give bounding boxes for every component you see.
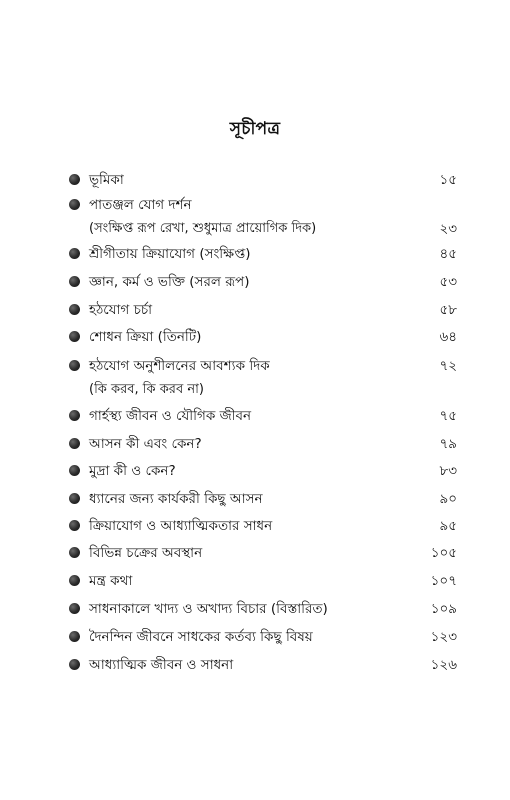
toc-entry-title: দৈনন্দিন জীবনে সাধকের কর্তব্য কিছু বিষয় <box>89 629 313 645</box>
toc-entry-continuation <box>0 219 510 241</box>
bullet-icon <box>69 199 80 210</box>
bullet-icon <box>69 248 80 259</box>
toc-entry-page: ৭৯ <box>439 436 457 452</box>
toc-entry-page: ৯৫ <box>439 518 457 534</box>
bullet-icon <box>69 520 80 531</box>
toc-entry <box>0 406 510 428</box>
bullet-icon <box>69 659 80 670</box>
toc-entry-page: ৫৩ <box>439 274 457 290</box>
toc-entry-title: শ্রীগীতায় ক্রিয়াযোগ (সংক্ষিপ্ত) <box>89 246 251 262</box>
toc-entry-page: ৭২ <box>439 358 457 374</box>
toc-entry-page: ৮৩ <box>439 463 457 479</box>
bullet-icon <box>69 304 80 315</box>
toc-entry-title: মন্ত্র কথা <box>89 573 133 589</box>
toc-entry-page: ১০৫ <box>430 545 457 561</box>
toc-entry-subtitle: (কি করব, কি করব না) <box>89 382 204 397</box>
toc-entry <box>0 170 510 192</box>
toc-entry <box>0 599 510 621</box>
toc-entry <box>0 244 510 266</box>
bullet-icon <box>69 331 80 342</box>
toc-entry-title: ধ্যানের জন্য কার্যকরী কিছু আসন <box>89 491 263 507</box>
toc-entry-page: ৫৮ <box>439 302 457 318</box>
toc-entry <box>0 627 510 649</box>
toc-entry-page: ৯০ <box>439 491 457 507</box>
bullet-icon <box>69 547 80 558</box>
toc-entry-subtitle: (সংক্ষিপ্ত রূপ রেখা, শুধুমাত্র প্রায়োগিক দিক) <box>89 221 317 236</box>
toc-entry <box>0 272 510 294</box>
page-title: সূচীপত্র <box>229 119 281 139</box>
toc-entry <box>0 543 510 565</box>
toc-entry-title: হঠযোগ চর্চা <box>89 302 153 318</box>
toc-entry-page: ১০৯ <box>430 601 457 617</box>
toc-entry-title: ভূমিকা <box>89 172 124 188</box>
toc-entry-page: ২৩ <box>439 221 457 237</box>
toc-entry-page: ১২৩ <box>430 629 457 645</box>
toc-entry <box>0 489 510 511</box>
bullet-icon <box>69 276 80 287</box>
toc-entry-page: ১০৭ <box>430 573 457 589</box>
toc-entry <box>0 461 510 483</box>
bullet-icon <box>69 493 80 504</box>
bullet-icon <box>69 174 80 185</box>
toc-entry-title: সাধনাকালে খাদ্য ও অখাদ্য বিচার (বিস্তারিত) <box>89 601 328 617</box>
toc-entry <box>0 356 510 378</box>
bullet-icon <box>69 360 80 371</box>
toc-entry <box>0 195 510 217</box>
toc-entry <box>0 300 510 322</box>
toc-entry-page: ৭৫ <box>439 408 457 424</box>
toc-entry-title: আধ্যাত্মিক জীবন ও সাধনা <box>89 657 234 673</box>
toc-entry-title: বিভিন্ন চক্রের অবস্থান <box>89 545 203 561</box>
toc-entry <box>0 434 510 456</box>
toc-entry-page: ১২৬ <box>430 657 457 673</box>
bullet-icon <box>69 631 80 642</box>
toc-entry-title: ক্রিয়াযোগ ও আধ্যাত্মিকতার সাধন <box>89 518 273 534</box>
toc-entry <box>0 327 510 349</box>
toc-entry-title: শোধন ক্রিয়া (তিনটি) <box>89 329 202 345</box>
toc-entry-title: হঠযোগ অনুশীলনের আবশ্যক দিক <box>89 358 270 374</box>
toc-entry <box>0 516 510 538</box>
toc-entry-continuation <box>0 380 510 402</box>
toc-entry-title: পাতঞ্জল যোগ দর্শন <box>89 197 192 213</box>
toc-entry <box>0 571 510 593</box>
toc-entry-page: ৬৪ <box>439 329 457 345</box>
toc-entry-title: গার্হস্থ্য জীবন ও যৌগিক জীবন <box>89 408 252 424</box>
bullet-icon <box>69 410 80 421</box>
toc-entry <box>0 655 510 677</box>
bullet-icon <box>69 575 80 586</box>
bullet-icon <box>69 438 80 449</box>
bullet-icon <box>69 465 80 476</box>
toc-entry-title: আসন কী এবং কেন? <box>89 436 202 452</box>
toc-entry-title: জ্ঞান, কর্ম ও ভক্তি (সরল রূপ) <box>89 274 250 290</box>
bullet-icon <box>69 603 80 614</box>
toc-entry-page: ১৫ <box>439 172 457 188</box>
toc-entry-title: মুদ্রা কী ও কেন? <box>89 463 176 479</box>
toc-entry-page: ৪৫ <box>439 246 457 262</box>
